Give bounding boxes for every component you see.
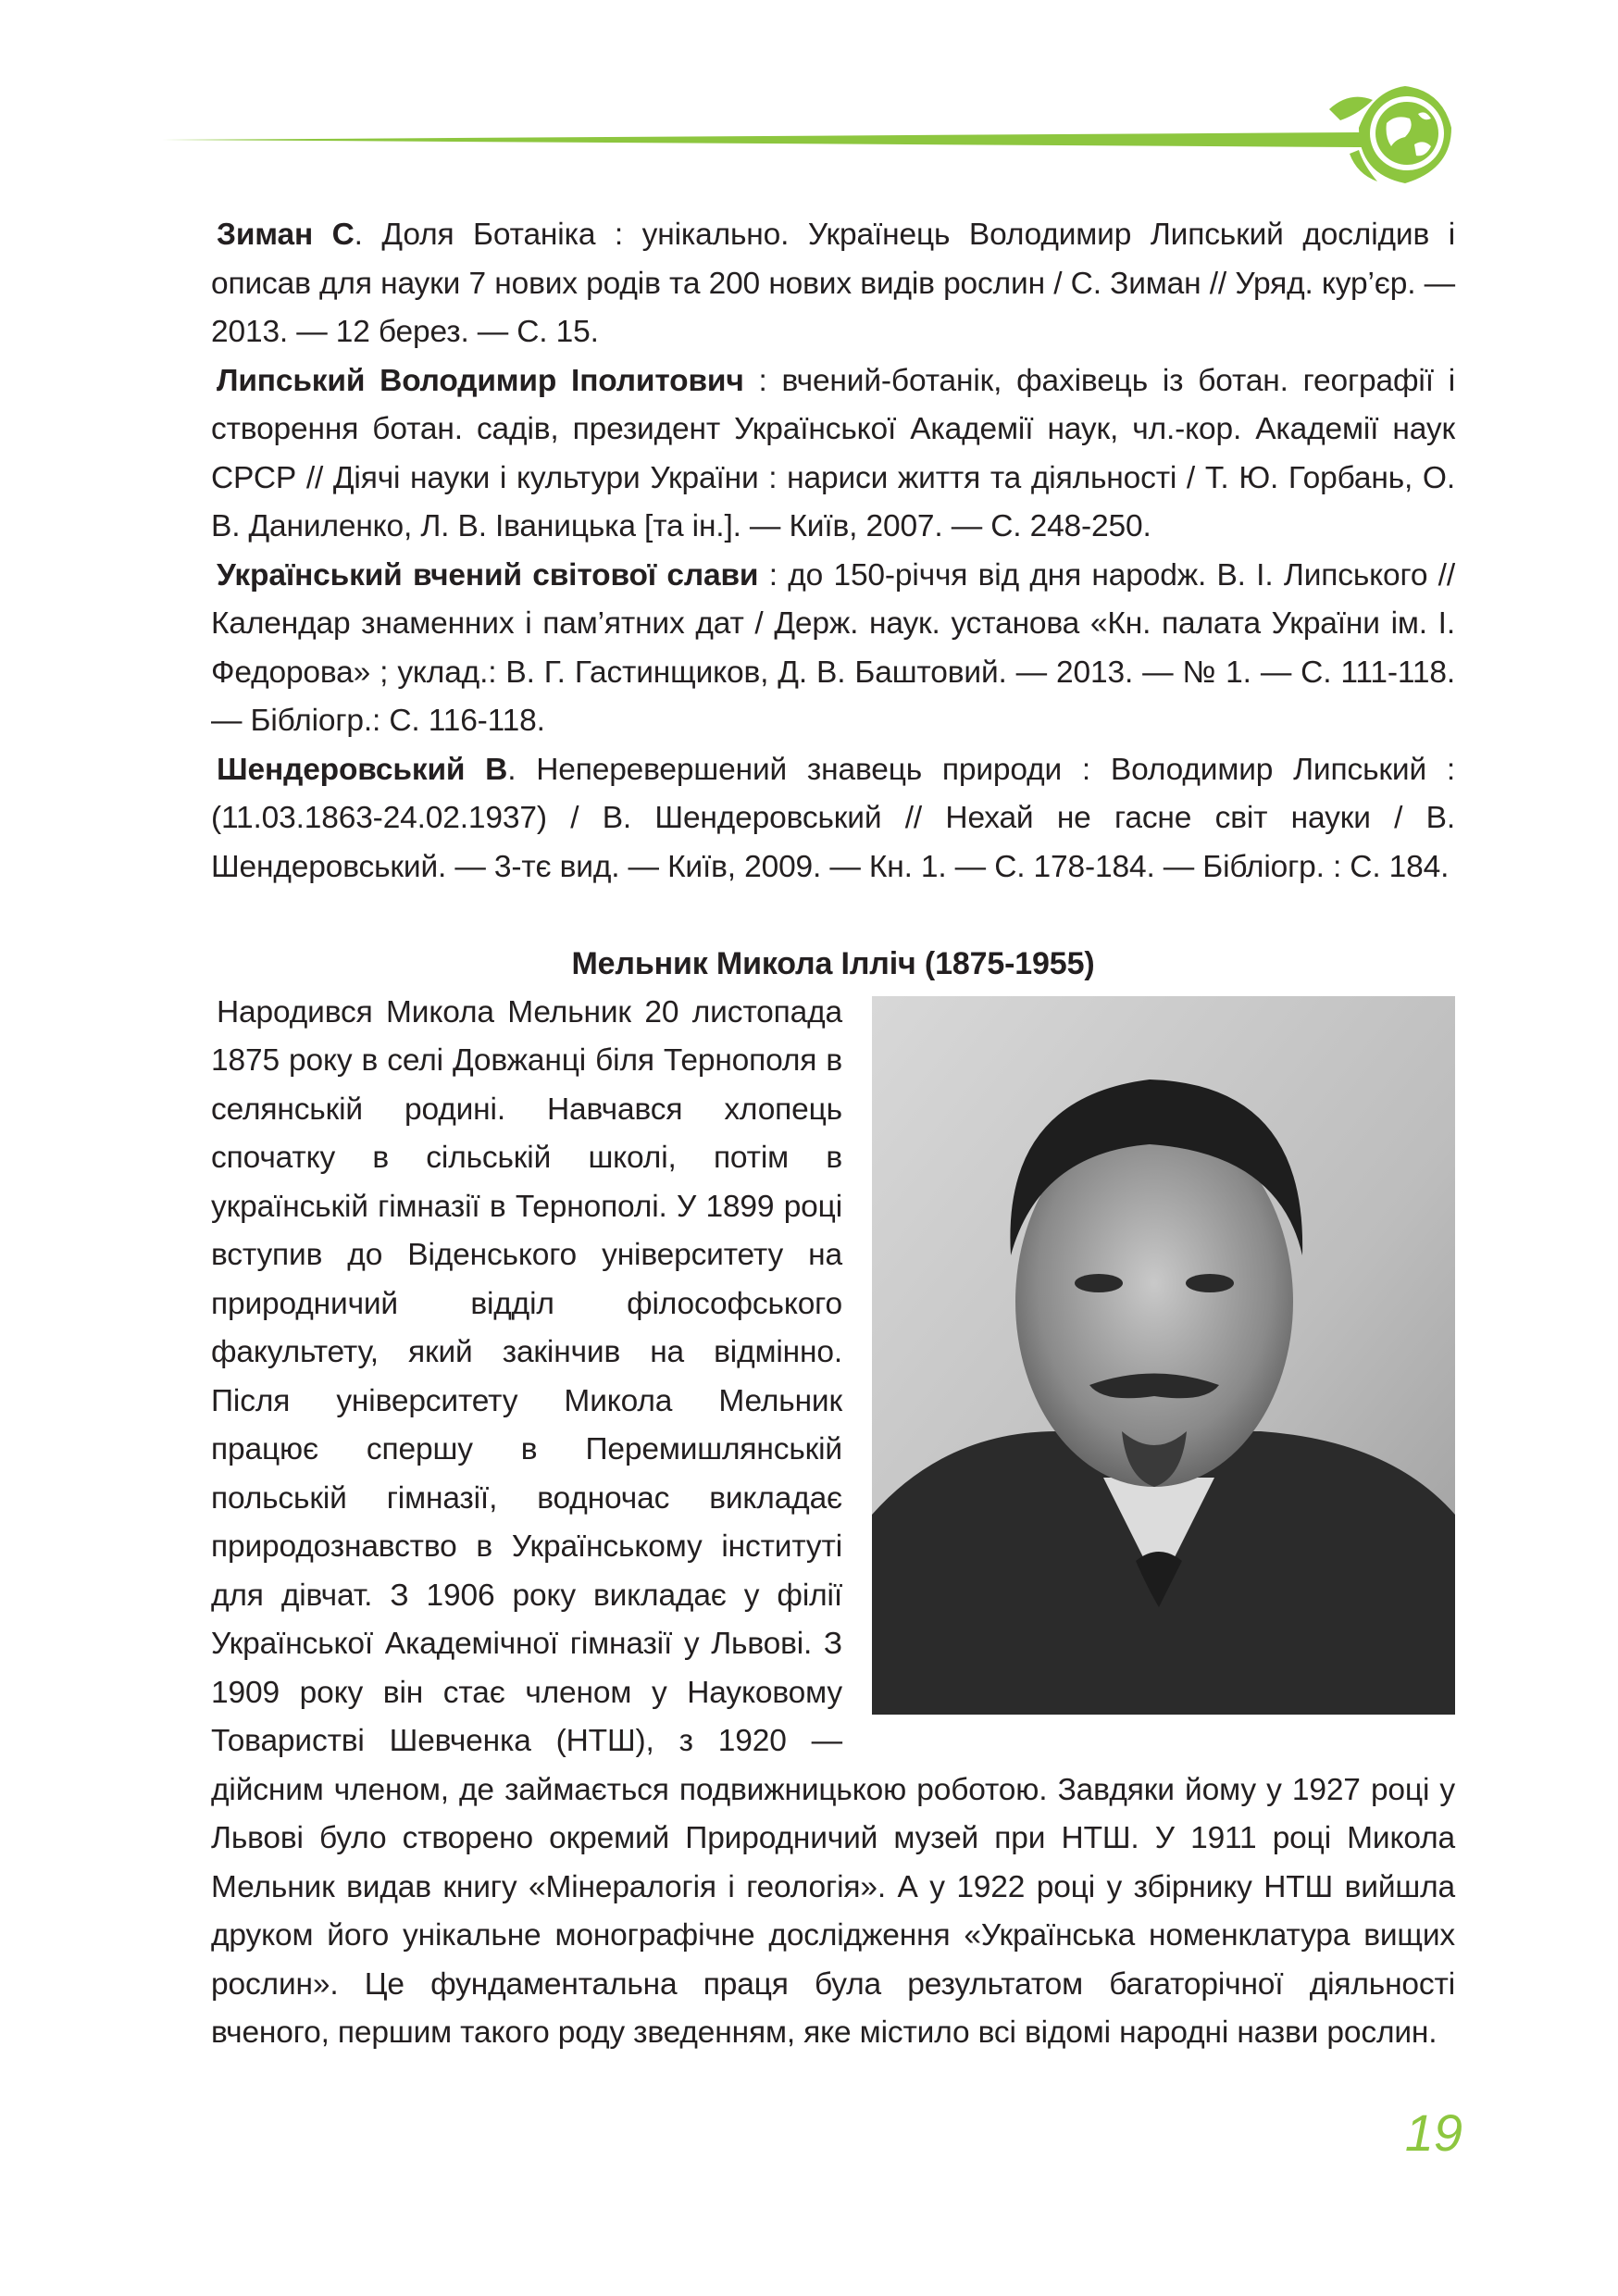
portrait-photo [872,996,1455,1715]
reference-text: : вчений-ботанік, фахівець із ботан. географії і створення ботан. садів, президент Української Академії наук, чл.-кор. Академії наук СРСР // Діячі науки і культури України : нариси життя та діяльності / Т. Ю. Горбань, О. В. Даниленко, Л. В. Іваницька [та ін.]. — Київ, 2007. — С. 248-250. [211,363,1455,543]
reference-author: Зиман С [217,218,355,252]
globe-leaf-icon [1322,72,1459,194]
reference-text: . Доля Ботаніка : унікально. Українець Володимир Липський дослідив і описав для науки 7 нових родів та 200 нових видів рослин / С. Зиман // Уряд. кур’єр. — 2013. — 12 берез. — С. 15. [211,218,1455,349]
reference-author: Липський Володимир Іполитович [217,363,744,398]
reference-author: Український вчений світової слави [217,557,759,593]
reference-text: : до 150-річчя від дня нарodж. В. І. Липського // Календар знаменних і пам’ятних дат / Держ. наук. установа «Кн. палата України ім. І. Федорова» ; уклад.: В. Г. Гастинщиков, Д. В. Баштовий. — 2013. — № 1. — С. 111-118. — Бібліогр.: С. 116-118. [211,557,1455,738]
reference-item [211,552,1455,746]
page-number: 19 [1404,2103,1462,2162]
section-title: Мельник Микола Ілліч (1875-1955) [571,946,1095,981]
biography-text: Народився Микола Мельник 20 листопада 1875 року в селі Довжанці біля Тернополя в селянській родині. Навчався хлопець спочатку в сільській школі, потім в українській гімназії в Тернополі. У 1899 році вступив до Віденського університету на природничий відділ філософського факультету, який закінчив на відмінно. Після університету Микола Мельник працює спершу в Перемишлянській польській гімназії, водночас викладає природознавство в Українському інституті для дівчат. З 1906 року викладає у філії Української Академічної гімназії у Львові. З 1909 року він стає членом у Науковому Товаристві Шевченка (НТШ), з 1920 — дійсним членом, де займається подвижницькою роботою. Завдяки йому у 1927 році у Львові було створено окремий Природничий музей при НТШ. У 1911 році Микола Мельник видав книгу «Мінералогія і геологія». А у 1922 році у збірнику НТШ вийшла друком його унікальне монографічне дослідження «Українська номенклатура вищих рослин». Це фундаментальна праця була результатом багаторічної діяльності вченого, першим такого роду зведенням, яке містило всі відомі народні назви рослин. [211,994,1455,2050]
reference-item [211,357,1455,552]
reference-author: Шендеровський В [217,752,508,787]
header-green-rule [162,130,1365,150]
reference-item [211,211,1455,357]
page-content [211,211,1455,2058]
reference-text: . Неперевершений знавець природи : Володимир Липський : (11.03.1863-24.02.1937) / В. Шендеровський // Нехай не гасне світ науки / В. Шендеровський. — 3-тє вид. — Київ, 2009. — Кн. 1. — С. 178-184. — Бібліогр. : С. 184. [211,752,1455,884]
reference-item [211,746,1455,892]
bibliography-list [211,211,1455,892]
